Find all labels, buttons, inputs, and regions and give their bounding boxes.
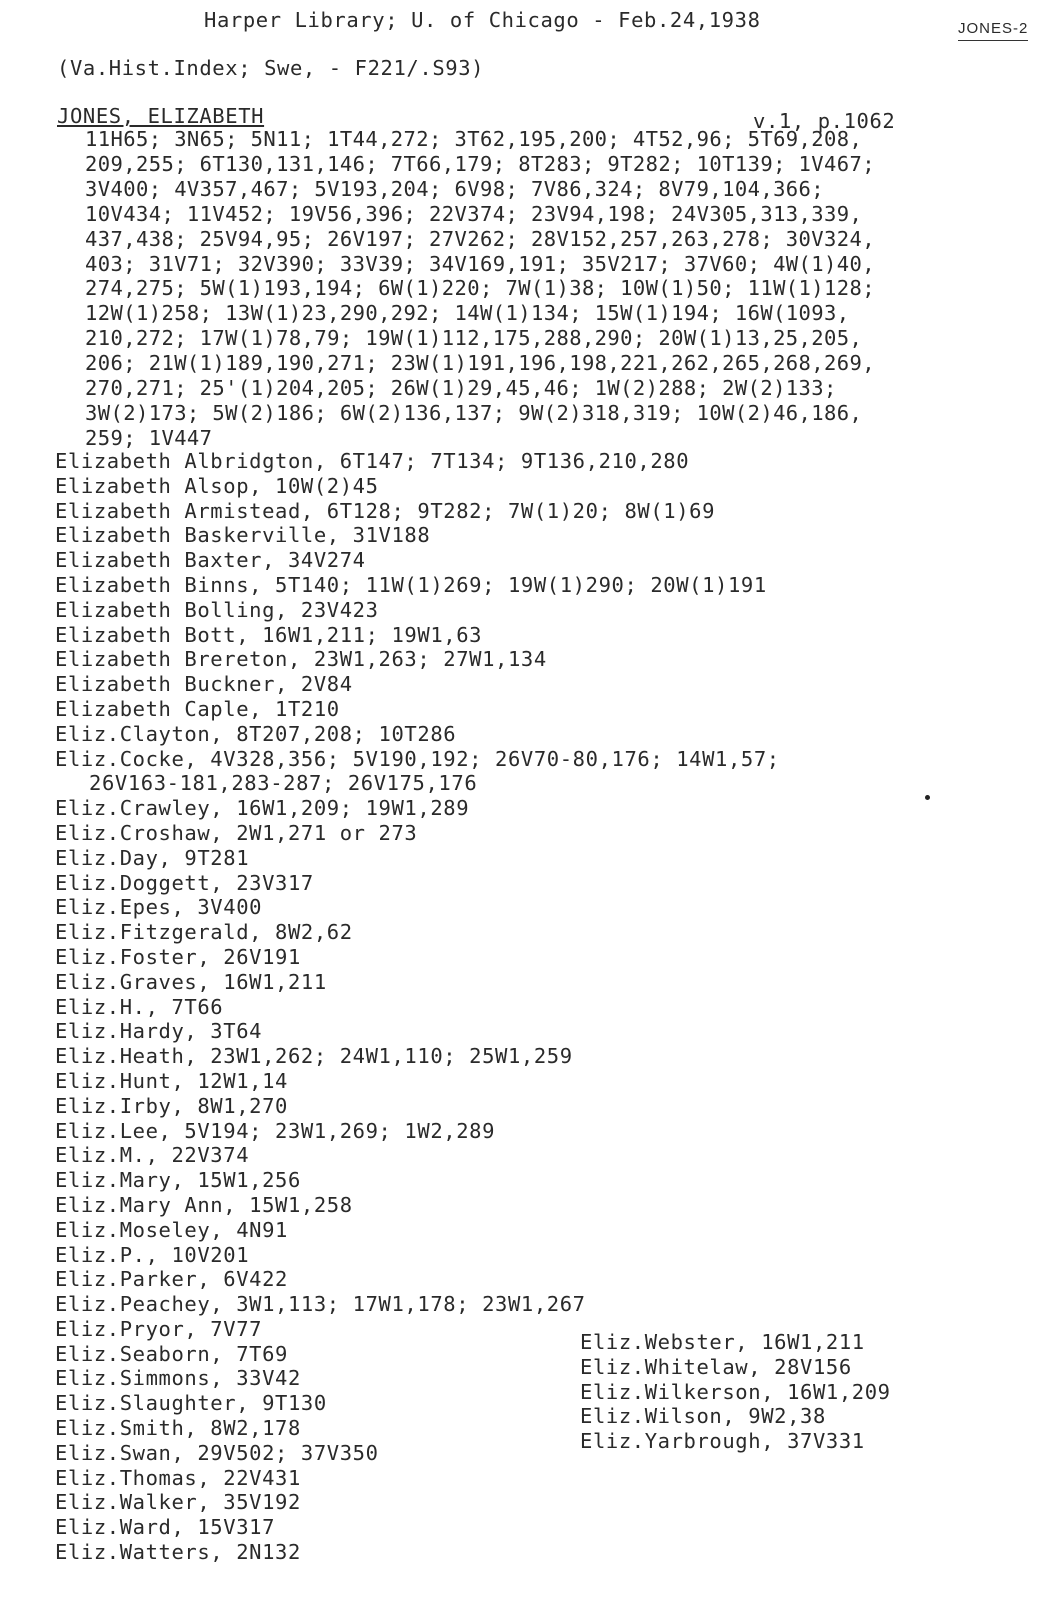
entry-heading: JONES, ELIZABETH — [57, 104, 265, 128]
index-entry: Eliz.Graves, 16W1,211 — [55, 969, 327, 994]
card-tag: JONES-2 — [958, 20, 1028, 41]
index-entry: Elizabeth Baskerville, 31V188 — [55, 523, 431, 548]
index-entry: Elizabeth Baxter, 34V274 — [55, 548, 366, 573]
index-entry: Eliz.Yarbrough, 37V331 — [580, 1429, 865, 1454]
reference-block — [85, 127, 875, 451]
ink-dot — [925, 795, 930, 800]
index-entry: Eliz.Epes, 3V400 — [55, 895, 263, 920]
index-entry: Eliz.Heath, 23W1,262; 24W1,110; 25W1,259 — [55, 1044, 573, 1069]
index-entry: Elizabeth Alsop, 10W(2)45 — [55, 473, 379, 498]
index-entry: Eliz.Smith, 8W2,178 — [55, 1416, 301, 1441]
reference-line: 210,272; 17W(1)78,79; 19W(1)112,175,288,290; 20W(1)13,25,205, — [85, 326, 863, 351]
index-entry: Eliz.Swan, 29V502; 37V350 — [55, 1440, 379, 1465]
reference-line: 209,255; 6T130,131,146; 7T66,179; 8T283; 9T282; 10T139; 1V467; — [85, 151, 876, 176]
index-entry: Elizabeth Caple, 1T210 — [55, 696, 340, 721]
index-entry: Elizabeth Binns, 5T140; 11W(1)269; 19W(1)290; 20W(1)191 — [55, 572, 767, 597]
index-entry: Eliz.P., 10V201 — [55, 1242, 250, 1267]
index-entry: Eliz.Lee, 5V194; 23W1,269; 1W2,289 — [55, 1118, 496, 1143]
reference-line: 12W(1)258; 13W(1)23,290,292; 14W(1)134; 15W(1)194; 16W(1093, — [85, 301, 850, 326]
index-entry: Eliz.Hardy, 3T64 — [55, 1019, 263, 1044]
index-entry: Eliz.Fitzgerald, 8W2,62 — [55, 920, 353, 945]
index-entry: Eliz.Irby, 8W1,270 — [55, 1093, 288, 1118]
index-entry: Eliz.Crawley, 16W1,209; 19W1,289 — [55, 796, 470, 821]
index-entry: Eliz.M., 22V374 — [55, 1143, 250, 1168]
index-entry: Eliz.H., 7T66 — [55, 994, 224, 1019]
entries-right-column — [580, 1330, 891, 1454]
index-entry: Elizabeth Armistead, 6T128; 9T282; 7W(1)20; 8W(1)69 — [55, 498, 716, 523]
reference-line: 3W(2)173; 5W(2)186; 6W(2)136,137; 9W(2)318,319; 10W(2)46,186, — [85, 400, 863, 425]
index-entry: Eliz.Clayton, 8T207,208; 10T286 — [55, 721, 457, 746]
index-entry: Eliz.Peachey, 3W1,113; 17W1,178; 23W1,267 — [55, 1292, 586, 1317]
index-entry: Eliz.Webster, 16W1,211 — [580, 1330, 865, 1354]
reference-line: 11H65; 3N65; 5N11; 1T44,272; 3T62,195,200; 4T52,96; 5T69,208, — [85, 127, 863, 151]
index-entry: Eliz.Moseley, 4N91 — [55, 1217, 288, 1242]
index-entry: Elizabeth Bolling, 23V423 — [55, 597, 379, 622]
index-entry: Eliz.Croshaw, 2W1,271 or 273 — [55, 820, 418, 845]
index-entry: Eliz.Simmons, 33V42 — [55, 1366, 301, 1391]
index-entry: Elizabeth Buckner, 2V84 — [55, 672, 353, 697]
page-header: Harper Library; U. of Chicago - Feb.24,1938 — [204, 8, 761, 32]
index-entry: Elizabeth Brereton, 23W1,263; 27W1,134 — [55, 647, 547, 672]
index-entry: Eliz.Wilkerson, 16W1,209 — [580, 1379, 891, 1404]
index-entry: Eliz.Wilson, 9W2,38 — [580, 1404, 826, 1429]
index-entry: Eliz.Pryor, 7V77 — [55, 1316, 263, 1341]
index-entry: Elizabeth Bott, 16W1,211; 19W1,63 — [55, 622, 483, 647]
index-entry: Eliz.Doggett, 23V317 — [55, 870, 314, 895]
source-line: (Va.Hist.Index; Swe, - F221/.S93) — [57, 56, 485, 80]
index-entry: Eliz.Foster, 26V191 — [55, 944, 301, 969]
reference-line: 10V434; 11V452; 19V56,396; 22V374; 23V94,198; 24V305,313,339, — [85, 201, 863, 226]
index-entry: Eliz.Whitelaw, 28V156 — [580, 1354, 852, 1379]
index-entry: Eliz.Cocke, 4V328,356; 5V190,192; 26V70-80,176; 14W1,57; — [55, 746, 780, 771]
reference-line: 437,438; 25V94,95; 26V197; 27V262; 28V152,257,263,278; 30V324, — [85, 226, 876, 251]
index-entry: Eliz.Slaughter, 9T130 — [55, 1391, 327, 1416]
reference-line: 206; 21W(1)189,190,271; 23W(1)191,196,198,221,262,265,268,269, — [85, 351, 876, 376]
reference-line: 259; 1V447 — [85, 425, 213, 450]
index-entry: Eliz.Mary Ann, 15W1,258 — [55, 1192, 353, 1217]
index-entry: Eliz.Day, 9T281 — [55, 845, 250, 870]
reference-line: 270,271; 25'(1)204,205; 26W(1)29,45,46; 1W(2)288; 2W(2)133; — [85, 376, 837, 401]
index-entry: Elizabeth Albridgton, 6T147; 7T134; 9T136,210,280 — [55, 449, 690, 473]
reference-line: 274,275; 5W(1)193,194; 6W(1)220; 7W(1)38; 10W(1)50; 11W(1)128; — [85, 276, 876, 301]
index-entry: Eliz.Walker, 35V192 — [55, 1490, 301, 1515]
index-entry: Eliz.Seaborn, 7T69 — [55, 1341, 288, 1366]
index-entry: Eliz.Parker, 6V422 — [55, 1267, 288, 1292]
volume-page: v.1, p.1062 — [753, 109, 896, 133]
index-entry: Eliz.Hunt, 12W1,14 — [55, 1068, 288, 1093]
reference-line: 3V400; 4V357,467; 5V193,204; 6V98; 7V86,324; 8V79,104,366; — [85, 176, 825, 201]
reference-line: 403; 31V71; 32V390; 33V39; 34V169,191; 35V217; 37V60; 4W(1)40, — [85, 251, 876, 276]
index-entry: Eliz.Ward, 15V317 — [55, 1515, 276, 1540]
index-entry: Eliz.Mary, 15W1,256 — [55, 1168, 301, 1193]
index-entry: Eliz.Watters, 2N132 — [55, 1540, 301, 1565]
index-entry: 26V163-181,283-287; 26V175,176 — [89, 771, 478, 796]
index-entry: Eliz.Thomas, 22V431 — [55, 1465, 301, 1490]
